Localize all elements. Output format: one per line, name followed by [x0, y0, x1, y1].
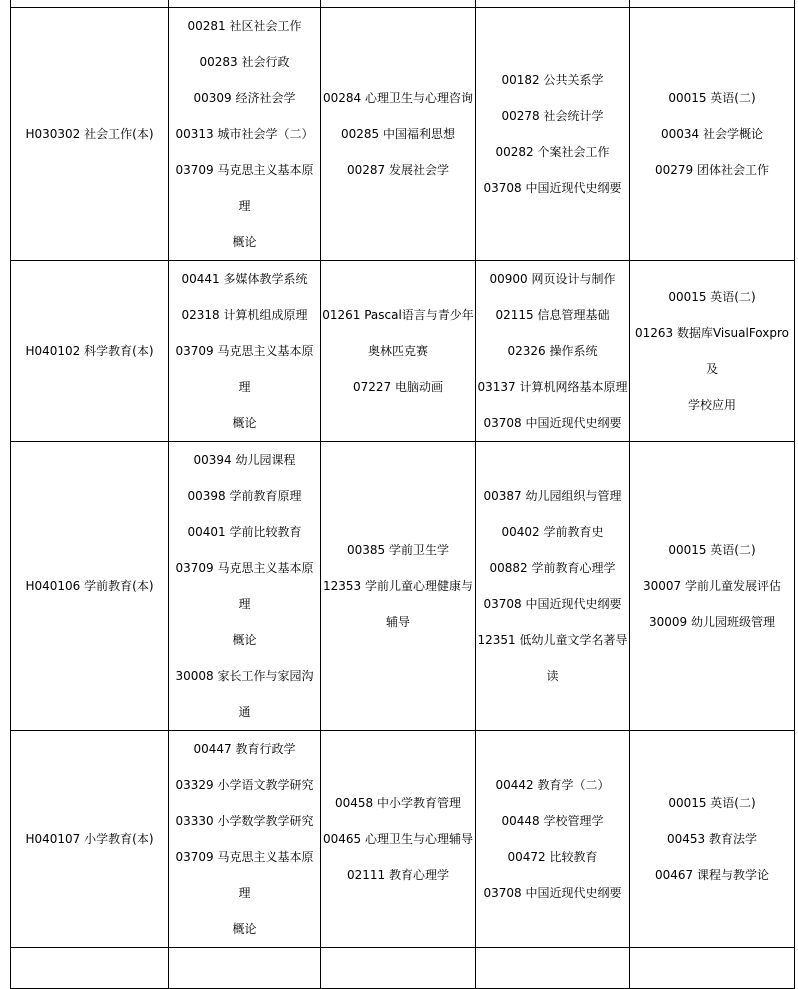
table-row-previous [11, 0, 795, 8]
course-item: 00313 城市社会学（二） [175, 127, 314, 141]
table-cell-empty [630, 0, 795, 8]
course-item: 01263 数据库VisualFoxpro及 [635, 326, 789, 376]
course-item: 30009 幼儿园班级管理 [649, 615, 775, 629]
course-item: 00309 经济社会学 [193, 91, 296, 105]
course-item: 07227 电脑动画 [353, 380, 443, 394]
course-item: 概论 [232, 235, 257, 249]
course-item: 02115 信息管理基础 [495, 308, 610, 322]
course-cell [630, 261, 795, 442]
course-item: 12351 低幼儿童文学名著导 [477, 633, 628, 647]
course-item: 00441 多媒体教学系统 [181, 272, 308, 286]
major-cell [11, 442, 169, 731]
course-item: 03709 马克思主义基本原理 [175, 344, 314, 394]
table-row [11, 442, 795, 731]
course-item: 00034 社会学概论 [661, 127, 763, 141]
course-item: 00398 学前教育原理 [187, 489, 302, 503]
course-item: 辅导 [385, 615, 410, 629]
course-item: 00447 教育行政学 [193, 742, 296, 756]
course-cell [169, 8, 321, 261]
course-table-container [10, 0, 795, 989]
course-item: 00015 英语(二) [668, 290, 756, 304]
course-item: 00453 教育法学 [667, 832, 757, 846]
course-item: 00015 英语(二) [668, 91, 756, 105]
course-item: 00015 英语(二) [668, 543, 756, 557]
course-table [10, 0, 795, 989]
table-cell-empty [169, 948, 321, 989]
course-cell [630, 8, 795, 261]
course-item: 03708 中国近现代史纲要 [483, 181, 622, 195]
course-item: 30007 学前儿童发展评估 [643, 579, 781, 593]
course-item: 00281 社区社会工作 [187, 19, 302, 33]
course-item: 03708 中国近现代史纲要 [483, 416, 622, 430]
course-cell [321, 261, 476, 442]
major-name: H040106 学前教育(本) [25, 579, 154, 593]
course-item: 00394 幼儿园课程 [193, 453, 296, 467]
course-item: 00467 课程与教学论 [655, 868, 769, 882]
course-item: 00284 心理卫生与心理咨询 [323, 91, 473, 105]
course-item: 12353 学前儿童心理健康与 [323, 579, 473, 593]
course-item: 概论 [232, 416, 257, 430]
table-row [11, 731, 795, 948]
course-item: 02326 操作系统 [507, 344, 598, 358]
course-item: 03709 马克思主义基本原理 [175, 850, 314, 900]
course-item: 02318 计算机组成原理 [181, 308, 308, 322]
course-item: 03709 马克思主义基本原理 [175, 163, 314, 213]
course-cell [321, 8, 476, 261]
course-item: 02111 教育心理学 [347, 868, 449, 882]
table-row-next [11, 948, 795, 989]
table-row [11, 261, 795, 442]
table-cell-empty [630, 948, 795, 989]
course-cell [476, 261, 630, 442]
course-item: 03708 中国近现代史纲要 [483, 597, 622, 611]
major-cell [11, 8, 169, 261]
course-cell [169, 731, 321, 948]
course-item: 奥林匹克赛 [367, 344, 428, 358]
table-cell-empty [321, 0, 476, 8]
course-item: 03708 中国近现代史纲要 [483, 886, 622, 900]
course-item: 30008 家长工作与家园沟通 [175, 669, 314, 719]
table-cell-empty [11, 0, 169, 8]
table-row [11, 8, 795, 261]
table-cell-empty [476, 948, 630, 989]
course-item: 01261 Pascal语言与青少年 [322, 308, 474, 322]
course-cell [630, 442, 795, 731]
course-cell [169, 442, 321, 731]
course-item: 读 [546, 669, 559, 683]
major-name: H030302 社会工作(本) [25, 127, 154, 141]
course-item: 学校应用 [687, 398, 736, 412]
course-item: 00465 心理卫生与心理辅导 [323, 832, 473, 846]
course-item: 00882 学前教育心理学 [489, 561, 616, 575]
table-cell-empty [11, 948, 169, 989]
course-item: 00285 中国福利思想 [341, 127, 455, 141]
course-item: 00287 发展社会学 [347, 163, 449, 177]
course-item: 00283 社会行政 [199, 55, 290, 69]
major-name: H040102 科学教育(本) [25, 344, 154, 358]
major-cell [11, 261, 169, 442]
course-cell [321, 731, 476, 948]
course-item: 00278 社会统计学 [501, 109, 604, 123]
course-item: 00182 公共关系学 [501, 73, 604, 87]
course-table-body [11, 0, 795, 989]
course-item: 00401 学前比较教育 [187, 525, 302, 539]
course-item: 00448 学校管理学 [501, 814, 604, 828]
course-item: 概论 [232, 922, 257, 936]
course-item: 03137 计算机网络基本原理 [477, 380, 628, 394]
table-cell-empty [476, 0, 630, 8]
major-cell [11, 731, 169, 948]
course-cell [476, 442, 630, 731]
course-item: 概论 [232, 633, 257, 647]
course-item: 00442 教育学（二） [495, 778, 610, 792]
course-item: 00015 英语(二) [668, 796, 756, 810]
course-item: 00385 学前卫生学 [347, 543, 449, 557]
course-item: 00402 学前教育史 [501, 525, 604, 539]
course-item: 00900 网页设计与制作 [489, 272, 616, 286]
course-item: 00472 比较教育 [507, 850, 598, 864]
course-item: 00458 中小学教育管理 [335, 796, 461, 810]
major-name: H040107 小学教育(本) [25, 832, 154, 846]
course-item: 00279 团体社会工作 [655, 163, 769, 177]
course-cell [630, 731, 795, 948]
course-item: 00387 幼儿园组织与管理 [483, 489, 622, 503]
course-cell [321, 442, 476, 731]
table-cell-empty [169, 0, 321, 8]
course-item: 03330 小学数学教学研究 [175, 814, 314, 828]
course-item: 03329 小学语文教学研究 [175, 778, 314, 792]
course-item: 00282 个案社会工作 [495, 145, 610, 159]
course-cell [476, 8, 630, 261]
course-item: 03709 马克思主义基本原理 [175, 561, 314, 611]
table-cell-empty [321, 948, 476, 989]
course-cell [476, 731, 630, 948]
course-cell [169, 261, 321, 442]
